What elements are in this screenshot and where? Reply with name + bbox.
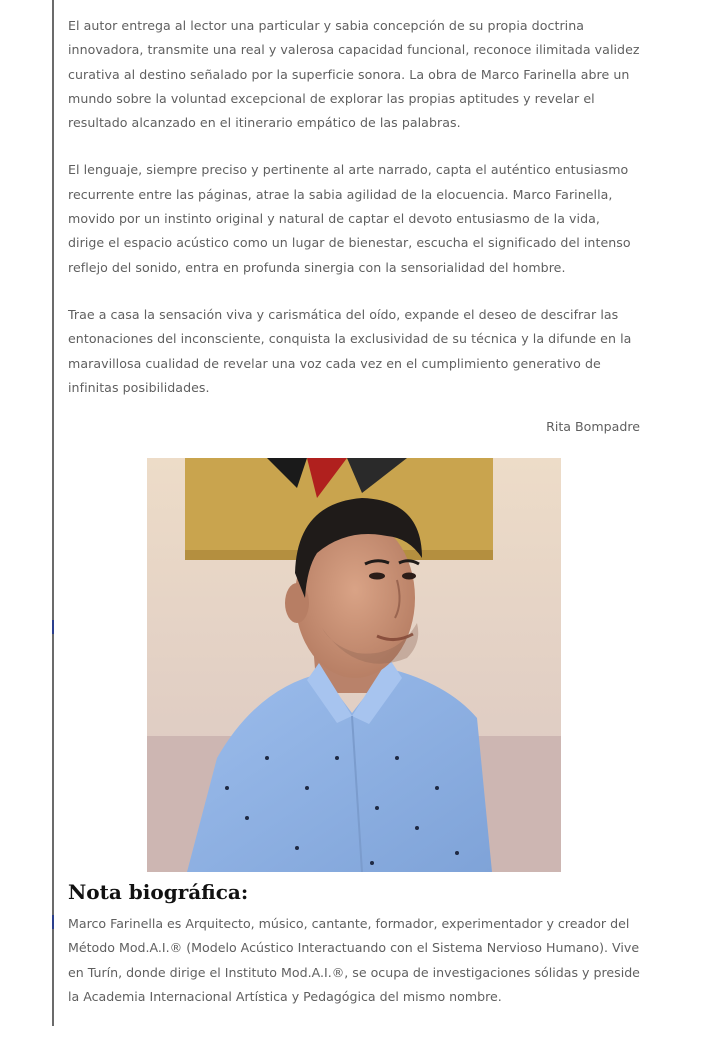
left-border-rule	[52, 0, 54, 1026]
bio-paragraph: Marco Farinella es Arquitecto, músico, cantante, formador, experimentador y creador del Método Mod.A.I.® (Modelo Acústico Interactuando con el Sistema Nervioso Humano). Vive en Turín, donde dirige el Instituto Mod.A.I.®, se ocupa de investigaciones sólidas y preside la Academia Internacional Artística y Pedagógica del mismo nombre.	[68, 916, 640, 1004]
author-portrait-photo	[147, 458, 561, 872]
article-paragraph: El lenguaje, siempre preciso y pertinente al arte narrado, capta el auténtico entusiasmo recurrente entre las páginas, atrae la sabia agilidad de la elocuencia. Marco Farinella, movido por un instinto original y natural de captar el devoto entusiasmo de la vida, dirige el espacio acústico como un lugar de bienestar, escucha el significado del intenso reflejo del sonido, entra en profunda sinergia con la sensorialidad del hombre.	[68, 162, 631, 275]
author-signature: Rita Bompadre	[546, 419, 640, 434]
bio-heading: Nota biográfica:	[68, 880, 249, 904]
portrait-illustration	[147, 458, 561, 872]
rule-accent-mark	[52, 620, 54, 634]
article-paragraph: El autor entrega al lector una particular y sabia concepción de su propia doctrina innovadora, transmite una real y valerosa capacidad funcional, reconoce ilimitada validez curativa al destino señalado por la superficie sonora. La obra de Marco Farinella abre un mundo sobre la voluntad excepcional de explorar las propias aptitudes y revelar el resultado alcanzado en el itinerario empático de las palabras.	[68, 18, 640, 131]
article-body	[68, 14, 640, 434]
article-paragraph: Trae a casa la sensación viva y carismática del oído, expande el deseo de descifrar las entonaciones del inconsciente, conquista la exclusividad de su técnica y la difunde en la maravillosa cualidad de revelar una voz cada vez en el cumplimiento generativo de infinitas posibilidades.	[68, 306, 632, 395]
rule-accent-mark	[52, 915, 54, 929]
